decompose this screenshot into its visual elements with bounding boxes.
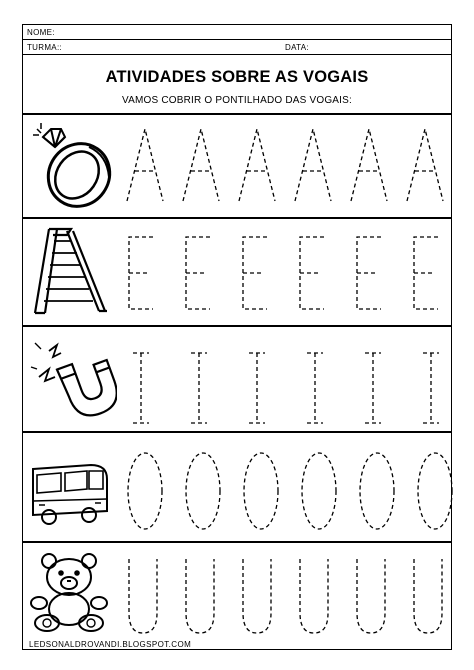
dotted-letter-o: [418, 453, 452, 529]
dotted-letter-a: [351, 129, 387, 201]
dotted-letter-i: [365, 353, 381, 423]
vowel-u-tracing: [123, 553, 458, 639]
dotted-letter-a: [407, 129, 443, 201]
magnet-icon: [27, 337, 117, 422]
dotted-letter-e: [357, 237, 381, 309]
dotted-letter-u: [243, 559, 271, 633]
name-field-row: [23, 25, 451, 40]
vowel-e-tracing: [123, 233, 458, 318]
vowel-row-e: [23, 219, 451, 324]
dotted-letter-e: [300, 237, 324, 309]
dotted-letter-a: [295, 129, 331, 201]
page-title: ATIVIDADES SOBRE AS VOGAIS: [105, 68, 369, 86]
footer: [23, 639, 451, 651]
dotted-letter-a: [183, 129, 219, 201]
dotted-letter-i: [133, 353, 149, 423]
vowel-o-tracing: [123, 445, 458, 535]
dotted-letter-u: [357, 559, 385, 633]
class-label: TURMA::: [27, 43, 62, 52]
dotted-letter-e: [129, 237, 153, 309]
teddy-bear-icon: [27, 551, 117, 633]
dotted-letter-e: [186, 237, 210, 309]
dotted-letter-e: [414, 237, 438, 309]
dotted-letter-u: [186, 559, 214, 633]
vowel-a-tracing: [123, 121, 458, 211]
dotted-letter-i: [249, 353, 265, 423]
dotted-letter-o: [128, 453, 162, 529]
footer-site-text: LEDSONALDROVANDI.BLOGSPOT.COM: [29, 640, 192, 649]
vowel-row-i: [23, 327, 451, 429]
worksheet: [22, 24, 452, 650]
dotted-letter-o: [186, 453, 220, 529]
vowel-i-tracing: [123, 349, 458, 429]
dotted-letter-o: [244, 453, 278, 529]
vowel-row-o: [23, 433, 451, 538]
dotted-letter-a: [239, 129, 275, 201]
date-label: DATA:: [285, 43, 309, 52]
dotted-letter-i: [423, 353, 439, 423]
ring-icon: [27, 121, 117, 211]
name-label: NOME:: [27, 28, 55, 37]
dotted-letter-u: [300, 559, 328, 633]
dotted-letter-i: [307, 353, 323, 423]
ladder-icon: [27, 227, 117, 317]
bus-icon: [27, 461, 117, 531]
instruction-text: VAMOS COBRIR O PONTILHADO DAS VOGAIS:: [121, 95, 353, 106]
dotted-letter-o: [360, 453, 394, 529]
dotted-letter-e: [243, 237, 267, 309]
dotted-letter-u: [129, 559, 157, 633]
dotted-letter-o: [302, 453, 336, 529]
class-date-row: [23, 40, 451, 55]
vowel-row-a: [23, 115, 451, 215]
dotted-letter-i: [191, 353, 207, 423]
dotted-letter-a: [127, 129, 163, 201]
vowel-row-u: [23, 543, 451, 639]
dotted-letter-u: [414, 559, 442, 633]
